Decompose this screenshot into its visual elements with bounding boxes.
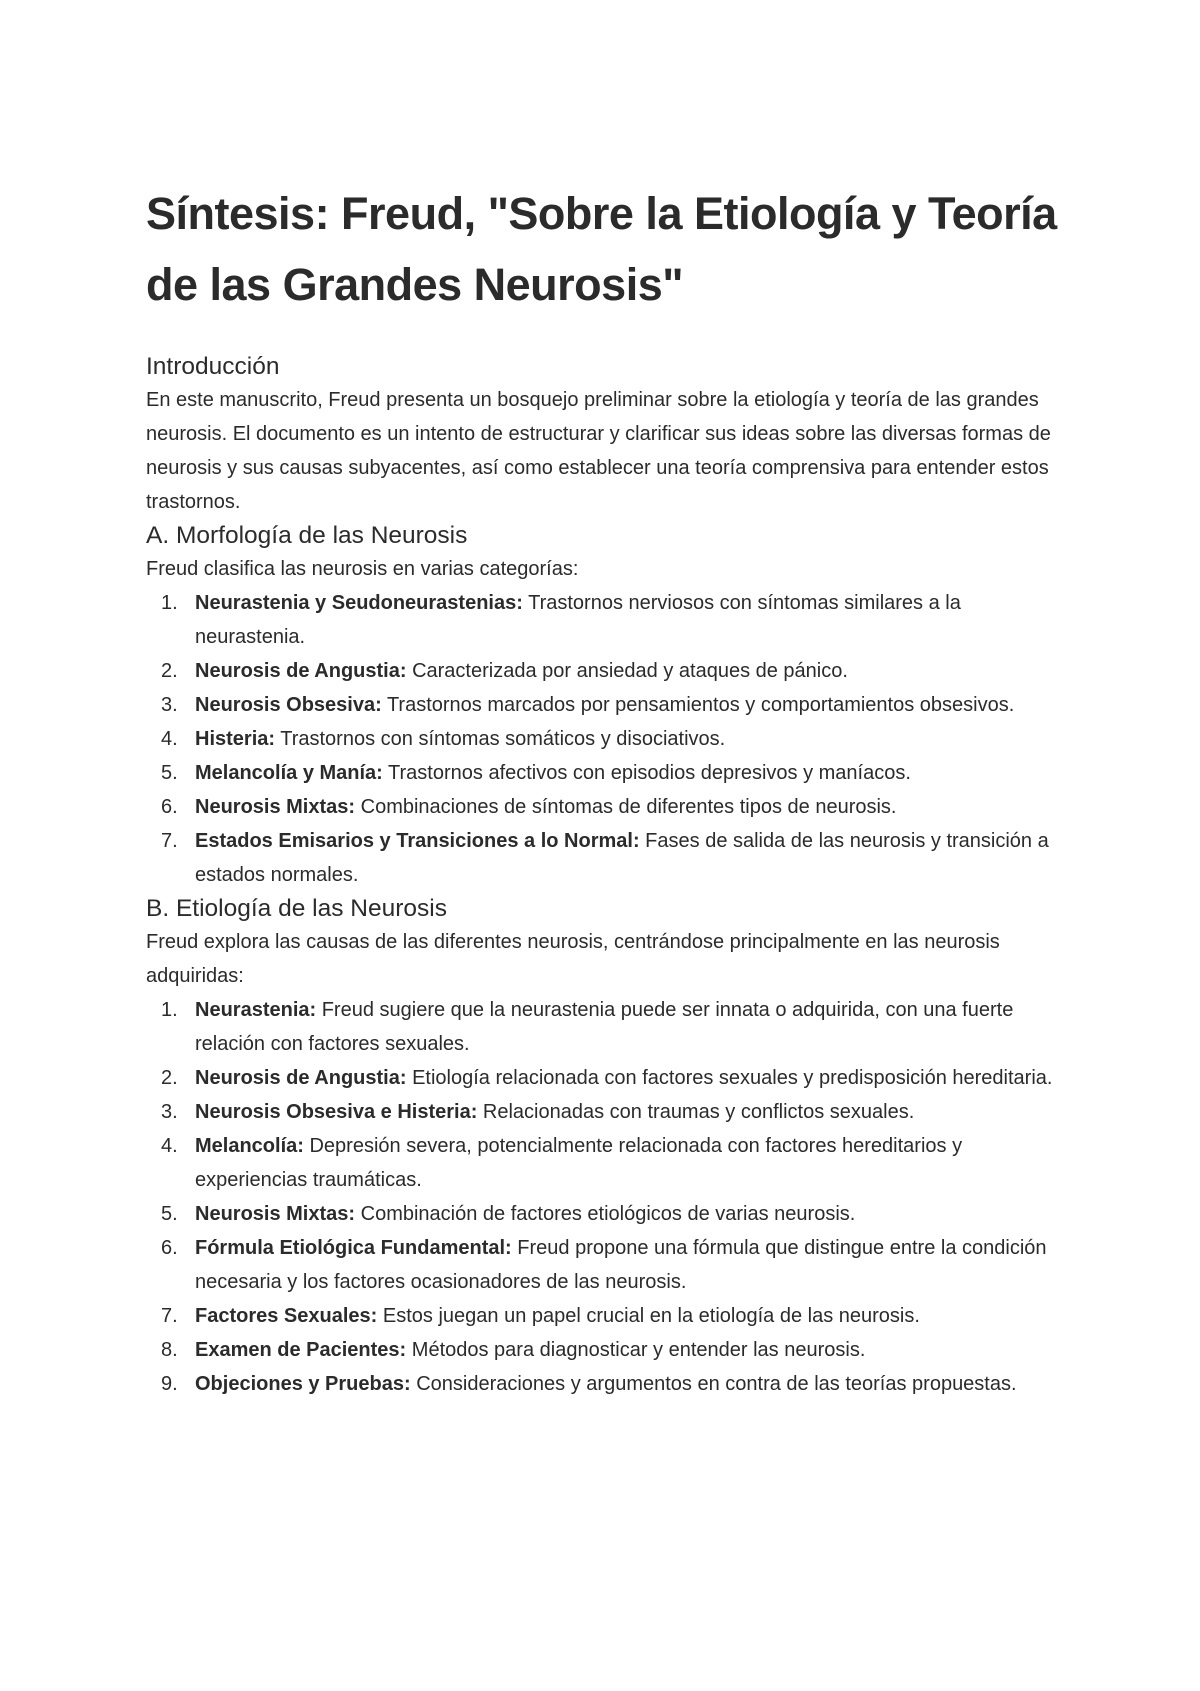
item-term: Neurosis Mixtas: [195, 1203, 356, 1225]
document-page [146, 178, 1066, 1401]
item-number: 4. [161, 728, 178, 750]
item-term: Neurosis Mixtas: [195, 796, 356, 818]
list-item [146, 1367, 1066, 1401]
list-item [146, 824, 1066, 892]
list-item [146, 1231, 1066, 1299]
item-number: 6. [161, 796, 178, 818]
section-b-heading: B. Etiología de las Neurosis [146, 895, 447, 922]
item-term: Factores Sexuales: [195, 1305, 378, 1327]
list-item [146, 1095, 1066, 1129]
list-item [146, 586, 1066, 654]
item-number: 8. [161, 1339, 178, 1361]
item-description: Fases de salida de las neurosis y transición a estados normales. [195, 830, 1049, 886]
item-description: Relacionadas con traumas y conflictos sexuales. [482, 1101, 915, 1123]
item-description: Trastornos nerviosos con síntomas similares a la neurastenia. [195, 592, 961, 648]
item-description: Freud propone una fórmula que distingue entre la condición necesaria y los factores ocasionadores de las neurosis. [195, 1237, 1047, 1293]
list-item [146, 722, 1066, 756]
list-item [146, 688, 1066, 722]
item-description: Freud sugiere que la neurastenia puede ser innata o adquirida, con una fuerte relación con factores sexuales. [195, 999, 1014, 1055]
list-item [146, 756, 1066, 790]
item-term: Objeciones y Pruebas: [195, 1373, 411, 1395]
item-description: Métodos para diagnosticar y entender las neurosis. [411, 1339, 866, 1361]
item-number: 2. [161, 660, 178, 682]
section-a-list [146, 586, 1066, 892]
item-term: Neurosis Obsesiva: [195, 694, 382, 716]
item-term: Melancolía y Manía: [195, 762, 383, 784]
list-item [146, 993, 1066, 1061]
item-description: Depresión severa, potencialmente relacionada con factores hereditarios y experiencias traumáticas. [195, 1135, 963, 1191]
item-term: Fórmula Etiológica Fundamental: [195, 1237, 512, 1259]
item-number: 5. [161, 762, 178, 784]
item-description: Trastornos marcados por pensamientos y comportamientos obsesivos. [386, 694, 1015, 716]
item-description: Estos juegan un papel crucial en la etiología de las neurosis. [382, 1305, 920, 1327]
item-description: Combinación de factores etiológicos de varias neurosis. [360, 1203, 856, 1225]
section-b-lead: Freud explora las causas de las diferentes neurosis, centrándose principalmente en las neurosis adquiridas: [146, 931, 1000, 987]
item-term: Neurosis Obsesiva e Histeria: [195, 1101, 478, 1123]
item-number: 4. [161, 1135, 178, 1157]
section-a-heading: A. Morfología de las Neurosis [146, 522, 468, 549]
item-term: Estados Emisarios y Transiciones a lo Normal: [195, 830, 640, 852]
item-term: Neurosis de Angustia: [195, 1067, 407, 1089]
item-description: Etiología relacionada con factores sexuales y predisposición hereditaria. [412, 1067, 1053, 1089]
list-item [146, 1129, 1066, 1197]
list-item [146, 1299, 1066, 1333]
item-number: 1. [161, 999, 178, 1021]
intro-heading: Introducción [146, 353, 280, 380]
document-title: Síntesis: Freud, "Sobre la Etiología y Teoría de las Grandes Neurosis" [146, 188, 1057, 310]
list-item [146, 1061, 1066, 1095]
item-term: Melancolía: [195, 1135, 304, 1157]
item-number: 5. [161, 1203, 178, 1225]
item-description: Caracterizada por ansiedad y ataques de pánico. [412, 660, 848, 682]
list-item [146, 654, 1066, 688]
item-number: 1. [161, 592, 178, 614]
item-term: Neurastenia y Seudoneurastenias: [195, 592, 523, 614]
list-item [146, 1333, 1066, 1367]
item-number: 9. [161, 1373, 178, 1395]
item-description: Trastornos con síntomas somáticos y disociativos. [280, 728, 726, 750]
item-number: 3. [161, 694, 178, 716]
item-number: 6. [161, 1237, 178, 1259]
item-number: 2. [161, 1067, 178, 1089]
list-item [146, 1197, 1066, 1231]
intro-paragraph: En este manuscrito, Freud presenta un bosquejo preliminar sobre la etiología y teoría de las grandes neurosis. El documento es un intento de estructurar y clarificar sus ideas sobre las diversas formas de neurosis y sus causas subyacentes, así como establecer una teoría comprensiva para entender estos trastornos. [146, 389, 1051, 513]
item-description: Trastornos afectivos con episodios depresivos y maníacos. [388, 762, 911, 784]
item-number: 7. [161, 1305, 178, 1327]
item-term: Histeria: [195, 728, 276, 750]
item-description: Consideraciones y argumentos en contra de las teorías propuestas. [416, 1373, 1017, 1395]
list-item [146, 790, 1066, 824]
section-b-list [146, 993, 1066, 1401]
item-number: 3. [161, 1101, 178, 1123]
item-term: Examen de Pacientes: [195, 1339, 407, 1361]
section-a-lead: Freud clasifica las neurosis en varias categorías: [146, 558, 579, 580]
item-term: Neurastenia: [195, 999, 317, 1021]
item-number: 7. [161, 830, 178, 852]
item-term: Neurosis de Angustia: [195, 660, 407, 682]
item-description: Combinaciones de síntomas de diferentes tipos de neurosis. [360, 796, 897, 818]
